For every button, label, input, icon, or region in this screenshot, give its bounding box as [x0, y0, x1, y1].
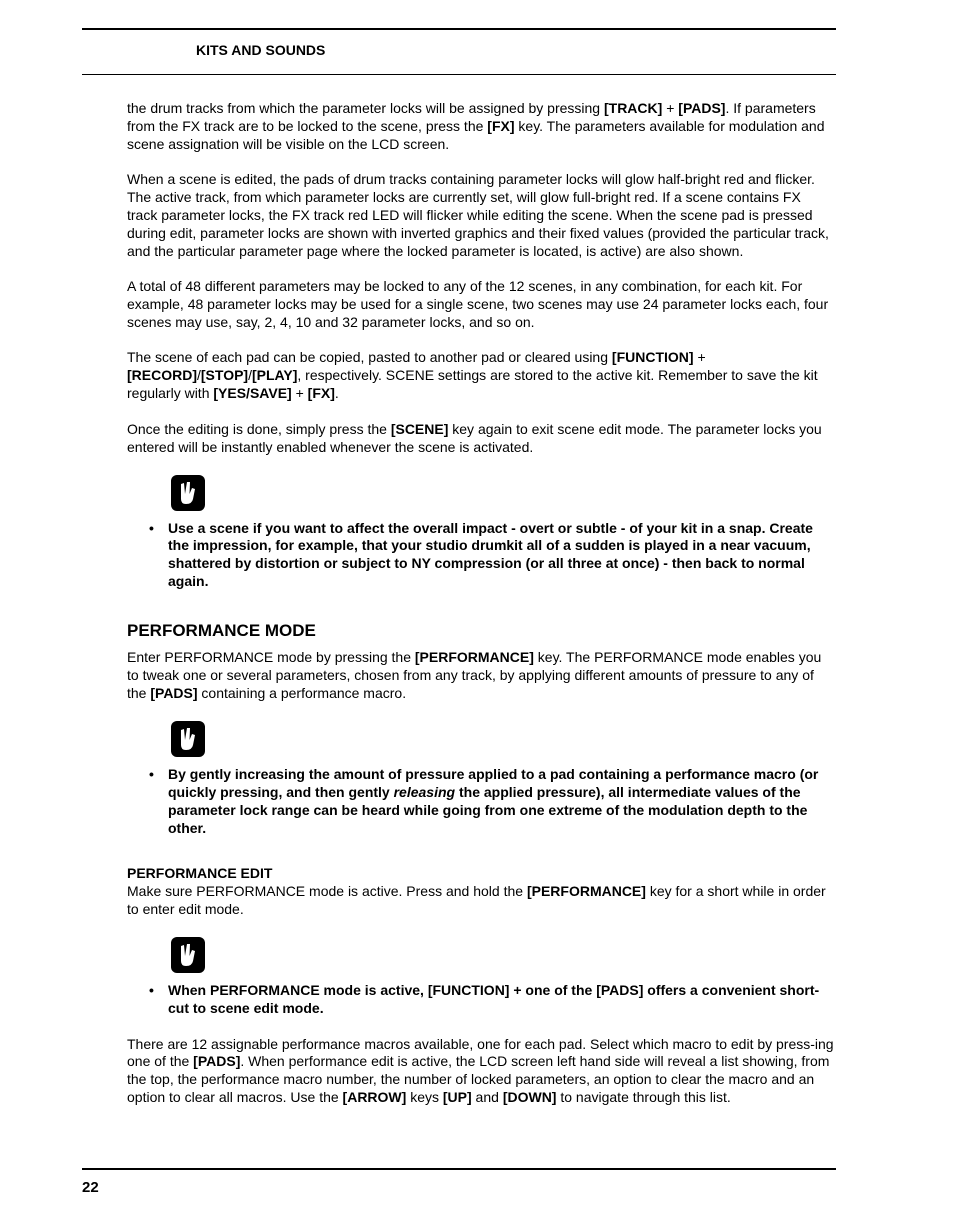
key-pads: [PADS] — [193, 1053, 241, 1070]
key-fx: [FX] — [307, 385, 335, 402]
tip-pressure — [127, 721, 835, 838]
running-header: KITS AND SOUNDS — [196, 42, 326, 58]
page-number: 22 — [82, 1179, 99, 1196]
footer-rule — [82, 1168, 836, 1170]
key-scene: [SCENE] — [390, 420, 449, 437]
key-track: [TRACK] — [603, 100, 663, 116]
paragraph-scene-edit: When a scene is edited, the pads of drum tracks containing parameter locks will glow half-bright red and flicker. The active track, from which parameter locks are currently set, will glow full-bright red. If a scene contains FX track parameter locks, the FX track red LED will flicker while editing the scene. When the scene pad is pressed during edit, parameter locks are shown with inverted graphics and their fixed values (provided the particular track, and the particular parameter page where the locked parameter is located, is active) are also shown. — [127, 171, 829, 259]
key-function: [FUNCTION] — [611, 349, 694, 366]
key-down: [DOWN] — [502, 1089, 557, 1106]
hand-tip-icon — [171, 721, 205, 757]
hand-tip-icon — [171, 937, 205, 973]
key-performance: [PERFORMANCE] — [526, 883, 646, 900]
key-yes-save: [YES/SAVE] — [213, 385, 292, 402]
header-rule-top — [82, 28, 836, 30]
paragraph-copy-paste: The scene of each pad can be copied, pasted to another pad or cleared using [FUNCTION] + [RECORD]/[STOP]/[PLAY], respectively. SCENE settings are stored to the active kit. Remember to save the kit regularly with [YES/SAVE] + [FX]. — [127, 349, 818, 402]
paragraph-performance-intro: Enter PERFORMANCE mode by pressing the [PERFORMANCE] key. The PERFORMANCE mode enables you to tweak one or several parameters, chosen from any track, by applying different amounts of pressure to any of the [PADS] containing a performance macro. — [127, 649, 822, 701]
tip-shortcut-text: • When PERFORMANCE mode is active, [FUNCTION] + one of the [PADS] offers a convenient short-cut to scene edit mode. — [149, 982, 835, 1018]
section-heading-performance-mode: PERFORMANCE MODE — [127, 621, 316, 641]
subheading-performance-edit: PERFORMANCE EDIT — [127, 865, 273, 882]
paragraph-parameter-count: A total of 48 different parameters may be locked to any of the 12 scenes, in any combination, for each kit. For example, 48 parameter locks may be used for a single scene, two scenes may use 24 parameter locks each, four scenes may use, say, 2, 4, 10 and 32 parameter locks, and so on. — [127, 278, 829, 331]
paragraph-performance-edit-intro: Make sure PERFORMANCE mode is active. Press and hold the [PERFORMANCE] key for a short while in order to enter edit mode. — [127, 883, 826, 918]
key-record: [RECORD] — [127, 367, 197, 384]
page-content — [127, 100, 835, 1107]
key-play: [PLAY] — [251, 367, 298, 384]
paragraph-macros: There are 12 assignable performance macros available, one for each pad. Select which macro to edit by press-ing one of the [PADS]. When performance edit is active, the LCD screen left hand side will reveal a list showing, from the top, the performance macro number, the number of locked parameters, an option to clear the macro and an option to clear all macros. Use the [ARROW] keys [UP] and [DOWN] to navigate through this list. — [127, 1035, 834, 1106]
header-rule-bottom — [82, 74, 836, 75]
paragraph-track-pads: the drum tracks from which the parameter locks will be assigned by pressing [TRACK] + [PADS]. If parameters from the FX track are to be locked to the scene, press the [FX] key. The parameters available for modulation and scene assignation will be visible on the LCD screen. — [127, 100, 825, 152]
hand-tip-icon — [171, 475, 205, 511]
paragraph-exit-scene: Once the editing is done, simply press the [SCENE] key again to exit scene edit mode. The parameter locks you entered will be instantly enabled whenever the scene is activated. — [127, 420, 822, 455]
key-up: [UP] — [442, 1089, 472, 1106]
tip-shortcut — [127, 937, 835, 1018]
tip-scene-text: • Use a scene if you want to affect the overall impact - overt or subtle - of your kit in a snap. Create the impression, for example, that your studio drumkit all of a sudden is played in a near vacuum, shattered by distortion or subject to NY compression (or all three at once) - then back to normal again. — [149, 520, 835, 592]
key-arrow: [ARROW] — [342, 1089, 407, 1106]
key-performance: [PERFORMANCE] — [414, 649, 534, 666]
key-fx: [FX] — [487, 117, 515, 134]
tip-pressure-text: • By gently increasing the amount of pressure applied to a pad containing a performance macro (or quickly pressing, and then gently releasing the applied pressure), all intermediate values of the parameter lock range can be heard while going from one extreme of the modulation depth to the other. — [149, 766, 835, 838]
key-stop: [STOP] — [200, 367, 249, 384]
key-pads: [PADS] — [678, 100, 726, 116]
key-pads: [PADS] — [150, 684, 198, 701]
tip-scene — [127, 475, 835, 592]
